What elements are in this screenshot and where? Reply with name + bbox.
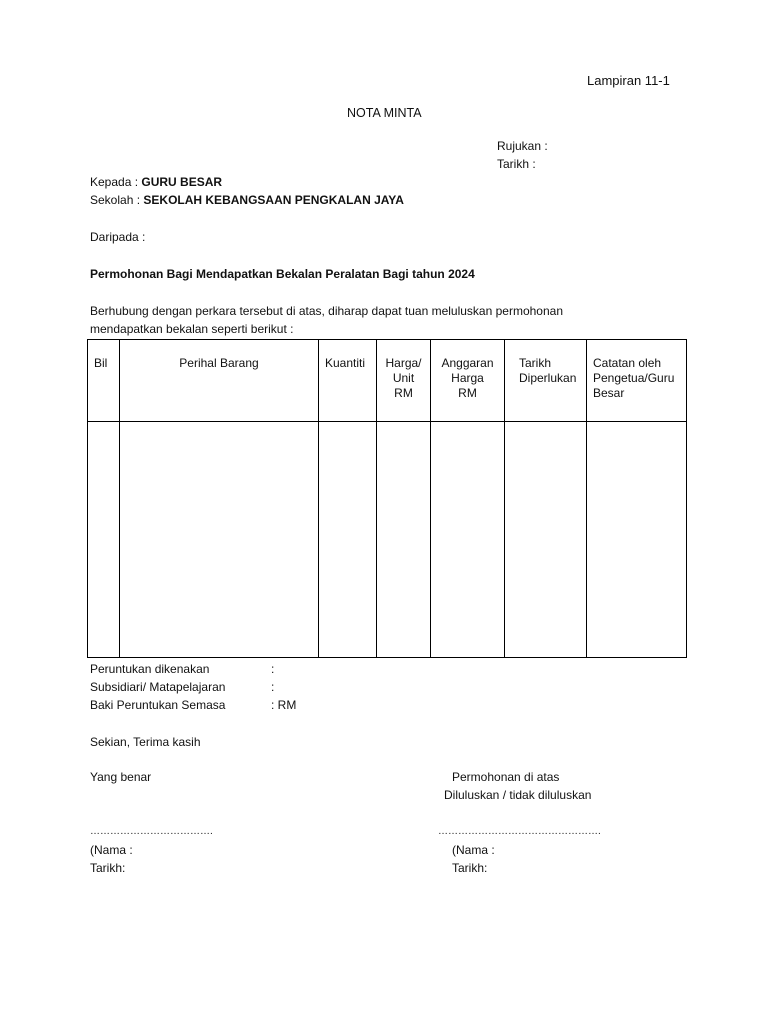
tarikh-left: Tarikh: [90, 861, 126, 875]
yang-benar: Yang benar [90, 770, 152, 784]
table-header-row [88, 340, 687, 422]
header-kuantiti: Kuantiti [319, 340, 377, 422]
header-harga-unit: Harga/ Unit RM [377, 340, 431, 422]
sekolah-label: Sekolah : [90, 193, 141, 207]
cell-catatan[interactable] [587, 422, 687, 658]
table-row [88, 422, 687, 658]
peruntukan-label: Peruntukan dikenakan [90, 662, 210, 676]
tarikh-right: Tarikh: [452, 861, 488, 875]
nama-left: (Nama : [90, 843, 133, 857]
cell-perihal-barang[interactable] [120, 422, 319, 658]
cell-tarikh-diperlukan[interactable] [505, 422, 587, 658]
nama-right: (Nama : [452, 843, 495, 857]
daripada-label: Daripada : [90, 230, 146, 244]
cell-bil[interactable] [88, 422, 120, 658]
request-table [87, 339, 687, 658]
kepada-value: GURU BESAR [141, 175, 223, 189]
sekolah-value: SEKOLAH KEBANGSAAN PENGKALAN JAYA [143, 193, 404, 207]
header-bil: Bil [88, 340, 120, 422]
approval-line-2: Diluluskan / tidak diluluskan [444, 788, 592, 802]
header-tarikh-diperlukan: Tarikh Diperlukan [505, 340, 587, 422]
kepada-label: Kepada : [90, 175, 139, 189]
sekolah-line [90, 193, 404, 208]
kepada-line [90, 175, 222, 190]
subsidiari-label: Subsidiari/ Matapelajaran [90, 680, 226, 694]
cell-kuantiti[interactable] [319, 422, 377, 658]
intro-line-2: mendapatkan bekalan seperti berikut : [90, 322, 294, 336]
subject-line: Permohonan Bagi Mendapatkan Bekalan Peralatan Bagi tahun 2024 [90, 267, 475, 281]
subsidiari-value: : [271, 680, 275, 694]
signature-line-left: ………………………………. [90, 826, 213, 837]
document-title: NOTA MINTA [347, 106, 422, 120]
appendix-number: Lampiran 11-1 [587, 73, 670, 88]
peruntukan-value: : [271, 662, 275, 676]
closing-thanks: Sekian, Terima kasih [90, 735, 201, 749]
header-catatan: Catatan oleh Pengetua/Guru Besar [587, 340, 687, 422]
rujukan-label: Rujukan : [497, 139, 548, 153]
signature-line-right: …………………………………………. [438, 826, 601, 837]
intro-line-1: Berhubung dengan perkara tersebut di atas, diharap dapat tuan meluluskan permohonan [90, 304, 563, 318]
cell-anggaran-harga[interactable] [431, 422, 505, 658]
header-anggaran-harga: Anggaran Harga RM [431, 340, 505, 422]
baki-value: : RM [271, 698, 297, 712]
tarikh-label: Tarikh : [497, 157, 536, 171]
header-perihal-barang: Perihal Barang [120, 340, 319, 422]
cell-harga-unit[interactable] [377, 422, 431, 658]
baki-label: Baki Peruntukan Semasa [90, 698, 226, 712]
approval-line-1: Permohonan di atas [452, 770, 560, 784]
